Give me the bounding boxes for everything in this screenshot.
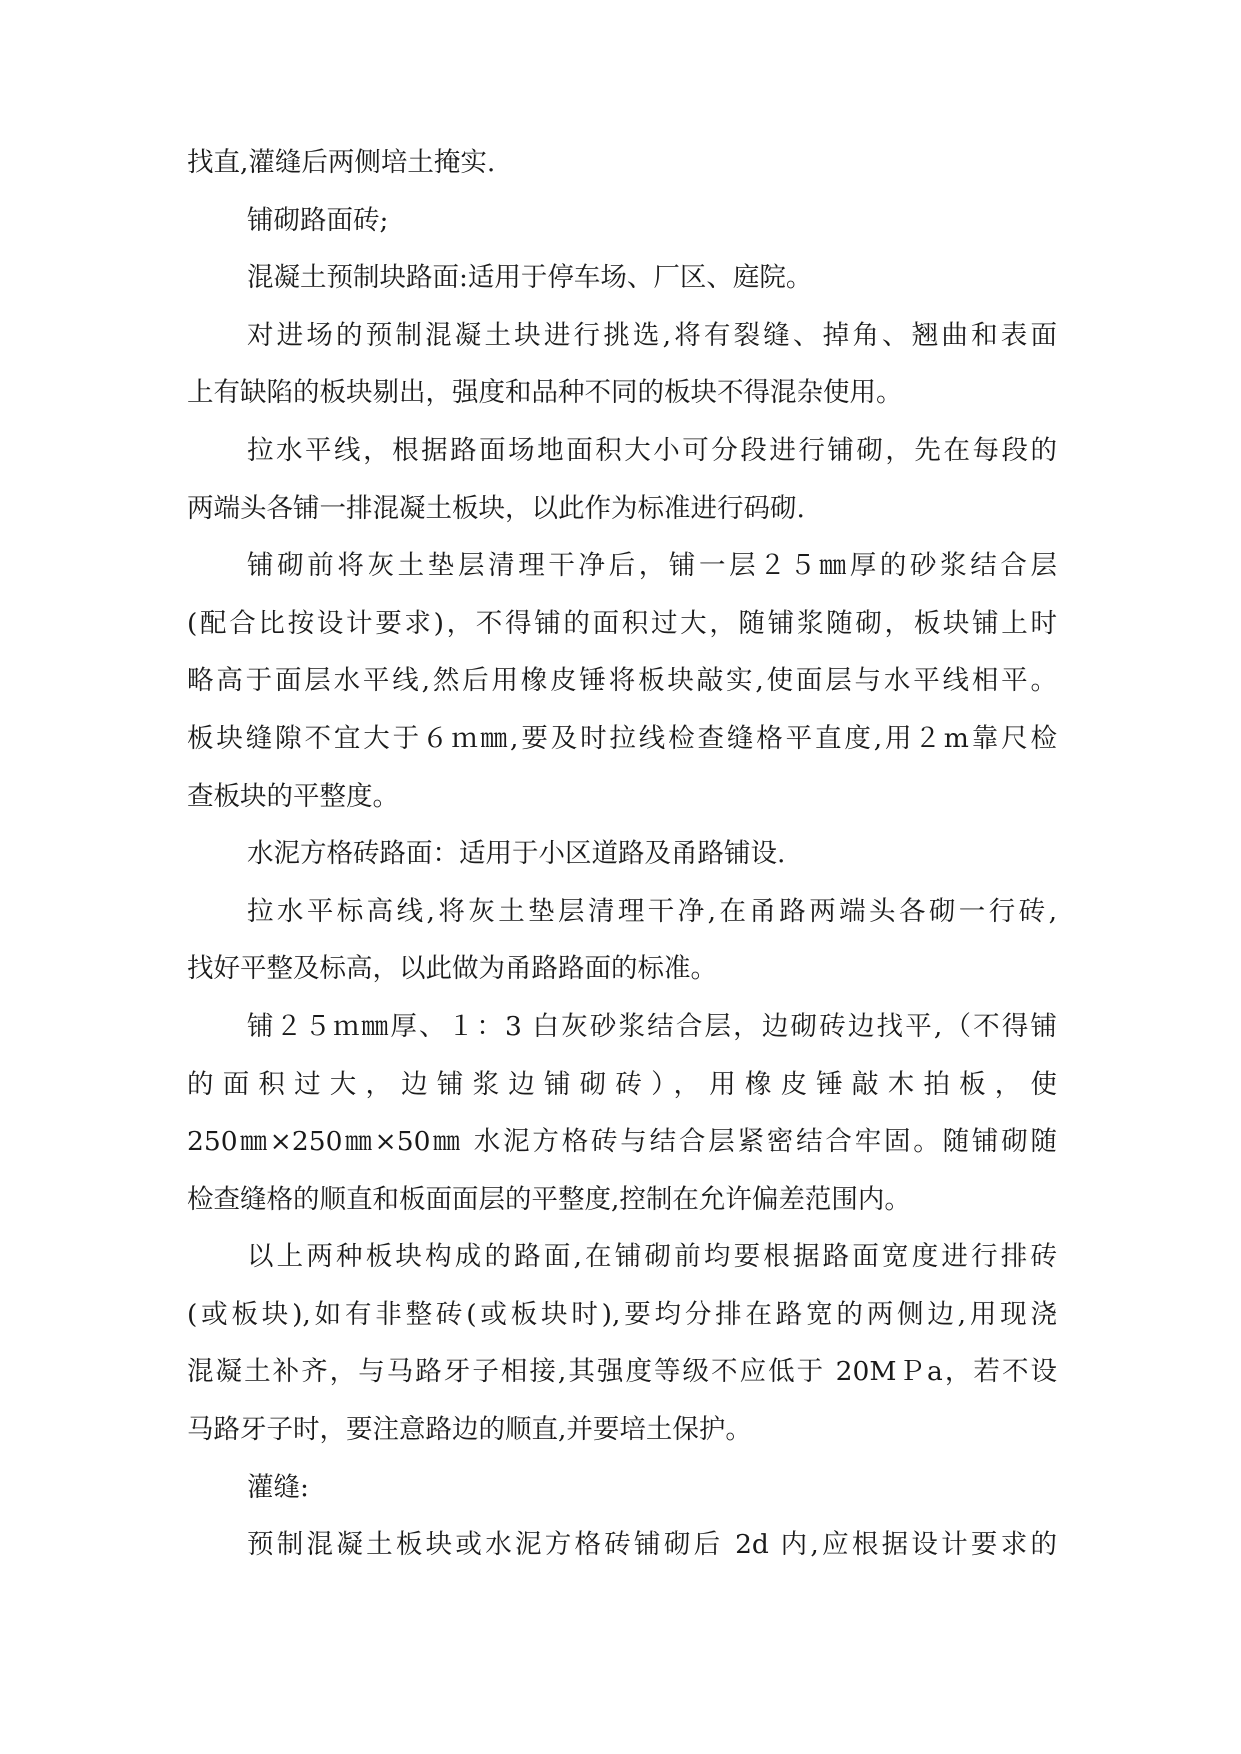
text-line: (配合比按设计要求)，不得铺的面积过大，随铺浆随砌，板块铺上时 — [187, 607, 1057, 639]
text-line: 找好平整及标高，以此做为甬路路面的标准。 — [187, 953, 717, 985]
text-line: 检查缝格的顺直和板面面层的平整度,控制在允许偏差范围内。 — [187, 1183, 911, 1215]
text-line: 预制混凝土板块或水泥方格砖铺砌后 2d 内,应根据设计要求的 — [247, 1529, 1057, 1561]
text-line: 混凝土预制块路面:适用于停车场、厂区、庭院。 — [247, 262, 813, 294]
body-text — [187, 147, 1057, 1590]
text-line: 铺砌路面砖; — [247, 204, 389, 236]
text-line: 铺砌前将灰土垫层清理干净后，铺一层２５㎜厚的砂浆结合层 — [247, 550, 1057, 582]
text-line: 拉水平线，根据路面场地面积大小可分段进行铺砌，先在每段的 — [247, 434, 1057, 466]
text-line: 略高于面层水平线,然后用橡皮锤将板块敲实,使面层与水平线相平。 — [187, 665, 1057, 697]
text-line: 的面积过大，边铺浆边铺砌砖），用橡皮锤敲木拍板，使 — [187, 1068, 1057, 1100]
text-line: 马路牙子时，要注意路边的顺直,并要培土保护。 — [187, 1414, 752, 1446]
text-line: 对进场的预制混凝土块进行挑选,将有裂缝、掉角、翘曲和表面 — [247, 319, 1057, 351]
text-line: 水泥方格砖路面：适用于小区道路及甬路铺设. — [247, 838, 786, 870]
text-line: 板块缝隙不宜大于６ｍ㎜,要及时拉线检查缝格平直度,用２m靠尺检 — [187, 722, 1057, 754]
text-line: 两端头各铺一排混凝土板块，以此作为标准进行码砌. — [187, 492, 805, 524]
text-line: 灌缝: — [247, 1471, 309, 1503]
text-line: (或板块),如有非整砖(或板块时),要均分排在路宽的两侧边,用现浇 — [187, 1298, 1057, 1330]
text-line: 250㎜×250㎜×50㎜ 水泥方格砖与结合层紧密结合牢固。随铺砌随 — [187, 1126, 1057, 1158]
text-line: 上有缺陷的板块剔出，强度和品种不同的板块不得混杂使用。 — [187, 377, 903, 409]
text-line: 找直,灌缝后两侧培土掩实. — [187, 147, 496, 178]
text-line: 以上两种板块构成的路面,在铺砌前均要根据路面宽度进行排砖 — [247, 1241, 1057, 1273]
text-line: 拉水平标高线,将灰土垫层清理干净,在甬路两端头各砌一行砖, — [247, 895, 1057, 927]
text-line: 查板块的平整度。 — [187, 780, 399, 812]
text-line: 铺２５ｍ㎜厚、１：3 白灰砂浆结合层，边砌砖边找平,（不得铺 — [247, 1010, 1057, 1042]
text-line: 混凝土补齐，与马路牙子相接,其强度等级不应低于 20MＰa，若不设 — [187, 1356, 1057, 1388]
